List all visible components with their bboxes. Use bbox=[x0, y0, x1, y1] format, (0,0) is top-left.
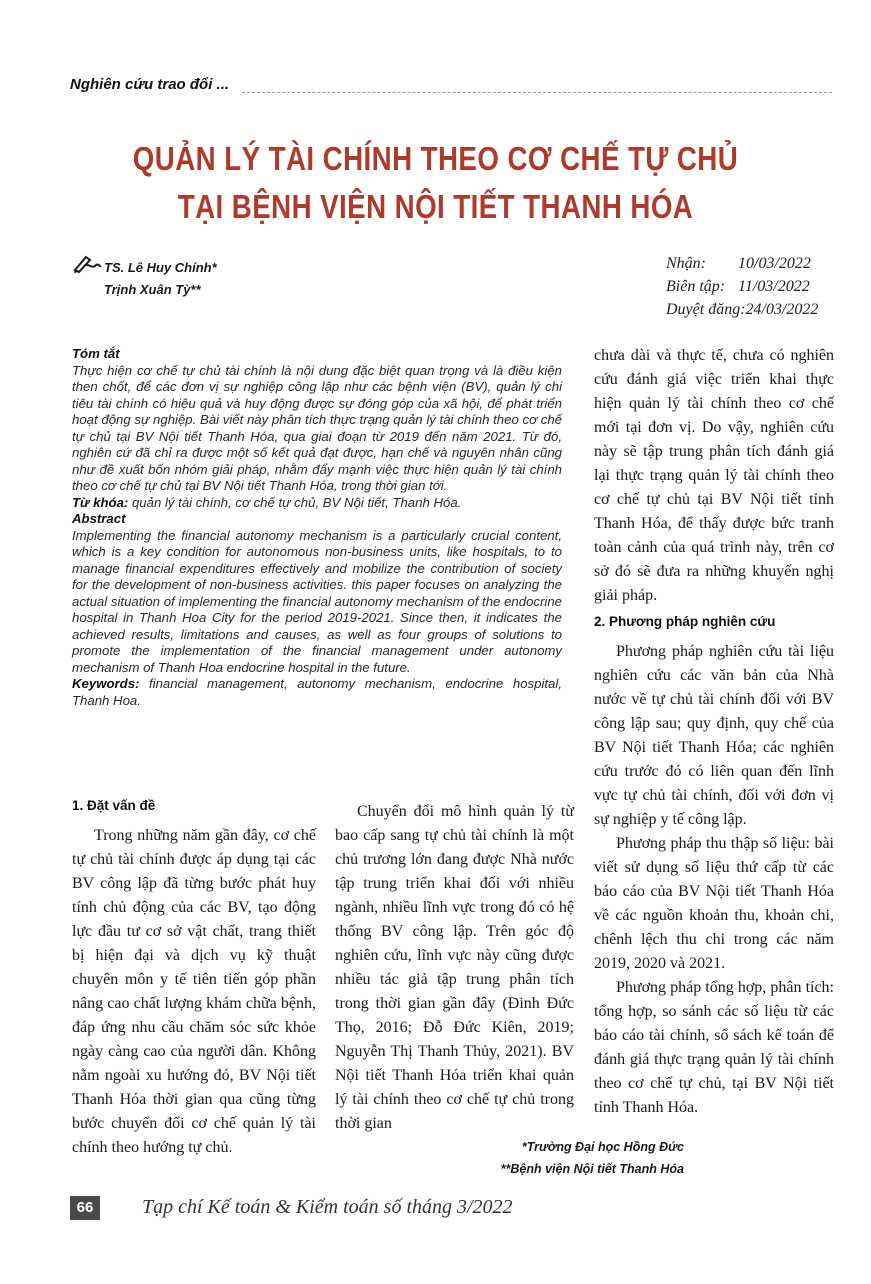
affiliations bbox=[470, 1136, 684, 1180]
abstract-text: Implementing the financial autonomy mechanism is a particularly crucial content, which is a key condition for autonomous non-business units, like hospitals, to to manage financial expenditures effectively and mobilize the contribution of society for the development of non-business activities. this paper focuses on analyzing the actual situation of implementing the financial autonomy mechanism of the endocrine hospital in Thanh Hoa City for the period 2019-2021. Since then, it indicates the achieved results, limitations and causes, as well as four groups of solutions to promote the implementation of the financial management under autonomy mechanism of Thanh Hoa endocrine hospital in the future. bbox=[72, 527, 562, 675]
abstract-heading: Abstract bbox=[72, 511, 126, 526]
section-2-para-3: Phương pháp tổng hợp, phân tích: tổng hợp, so sánh các số liệu từ các báo cáo tài chính, sổ sách kế toán để đánh giá thực trạng quản lý tài chính theo cơ chế tự chủ, tại BV Nội tiết tỉnh Thanh Hóa. bbox=[594, 979, 834, 1116]
section-2-heading: 2. Phương pháp nghiên cứu bbox=[594, 614, 776, 629]
edited-date-row bbox=[666, 275, 818, 298]
section-1-para-1: Trong những năm gần đây, cơ chế tự chủ tài chính được áp dụng tại các BV công lập đã từng bước phát huy tính chủ động của các BV, tạo động lực đầu tư cơ sở vật chất, trang thiết bị hiện đại và dịch vụ kỹ thuật chuyên môn y tế tiên tiến góp phần nâng cao chất lượng khám chữa bệnh, đáp ứng nhu cầu chăm sóc sức khỏe ngày càng cao của người dân. Không nằm ngoài xu hướng đó, BV Nội tiết Thanh Hóa thời gian qua cũng từng bước chuyển đổi cơ chế quản lý tài chính theo hướng tự chủ. bbox=[72, 827, 316, 1156]
page-number: 66 bbox=[70, 1196, 100, 1220]
keywords-label: Keywords: bbox=[72, 676, 140, 691]
section-1-para-2: Chuyển đổi mô hình quản lý từ bao cấp sang tự chủ tài chính là một chủ trương lớn đang được Nhà nước tập trung triển khai đối với nhiều ngành, nhiều lĩnh vực trong đó có hệ thống BV công lập. Trên góc độ nghiên cứu, lĩnh vực này cũng được nhiều tác giả tập trung phân tích trong thời gian gần đây (Đinh Đức Thọ, 2016; Đỗ Đức Kiên, 2019; Nguyễn Thị Thanh Thủy, 2021). BV Nội tiết Thanh Hóa triển khai quản lý tài chính theo cơ chế tự chủ trong thời gian bbox=[335, 803, 574, 1132]
tukhoa-text: quản lý tài chính, cơ chế tự chủ, BV Nội tiết, Thanh Hóa. bbox=[128, 494, 462, 510]
body-column-2 bbox=[335, 800, 574, 1136]
received-date-row bbox=[666, 252, 818, 275]
section-2-para-1: Phương pháp nghiên cứu tài liệu nghiên cứu các văn bản của Nhà nước về tự chủ tài chính đối với BV công lập sau; quy định, quy chế của BV Nội tiết Thanh Hóa; các nghiên cứu trước đó có liên quan đến lĩnh vực tự chủ tài chính, đối với đơn vị sự nghiệp y tế công lập. bbox=[594, 643, 834, 828]
approved-date-row bbox=[666, 298, 818, 321]
pen-writing-icon bbox=[72, 252, 102, 274]
approved-text: Duyệt đăng:24/03/2022 bbox=[666, 301, 819, 318]
journal-name: Tạp chí Kế toán & Kiểm toán số tháng 3/2022 bbox=[142, 1196, 513, 1218]
tomtat-heading: Tóm tắt bbox=[72, 346, 120, 361]
tomtat-text: Thực hiện cơ chế tự chủ tài chính là nội dung đặc biệt quan trọng và là điều kiện then chốt, để các đơn vị sự nghiệp công lập như các bệnh viện (BV), quản lý chi tiêu tài chính có hiệu quả và huy động được sự đóng góp của xã hội, để phát triển hoạt động sự nghiệp. Bài viết này phân tích thực trạng quản lý tài chính theo cơ chế tự chủ tại BV Nội tiết Thanh Hóa, qua giai đoạn từ 2019 đến năm 2021. Từ đó, nghiên cứ đã chỉ ra được một số kết quả đạt được, hạn chế và nguyên nhân cũng như đề xuất bốn nhóm giải pháp, nhằm đẩy mạnh việc thực hiện quản lý tài chính theo cơ chế tự chủ tại BV Nội tiết Thanh Hóa, trong thời gian tới. bbox=[72, 362, 562, 493]
tukhoa-line bbox=[72, 495, 562, 512]
body-column-1 bbox=[72, 824, 316, 1160]
affiliation-2: **Bệnh viện Nội tiết Thanh Hóa bbox=[500, 1162, 684, 1176]
section-tag: Nghiên cứu trao đổi ... bbox=[70, 76, 230, 93]
body-column-3-top bbox=[594, 344, 834, 608]
section-1-para-2-cont: chưa dài và thực tế, chưa có nghiên cứu đánh giá việc triển khai thực hiện quản lý tài chính theo cơ chế mới tại đơn vị. Do vậy, nghiên cứu này sẽ tập trung phân tích đánh giá lại thực trạng quản lý tài chính theo cơ chế tự chủ tại BV Nội tiết tỉnh Thanh Hóa, để thấy được bức tranh toàn cảnh của quá trình này, trên cơ sở đó sẽ đưa ra những khuyến nghị giải pháp. bbox=[594, 347, 834, 604]
edited-label: Biên tập: bbox=[666, 278, 726, 295]
received-label: Nhận: bbox=[666, 255, 706, 272]
tukhoa-label: Từ khóa: bbox=[72, 494, 129, 510]
section-2-para-2: Phương pháp thu thập số liệu: bài viết sử dụng số liệu thứ cấp từ các báo cáo của BV Nội tiết Thanh Hóa về các nguồn khoản thu, khoản chi, chênh lệch thu chi trong các năm 2019, 2020 và 2021. bbox=[594, 835, 834, 972]
section-1-heading: 1. Đặt vấn đề bbox=[72, 798, 156, 813]
keywords-text: financial management, autonomy mechanism, endocrine hospital, Thanh Hoa. bbox=[72, 676, 562, 708]
author-1: TS. Lê Huy Chính* bbox=[104, 260, 217, 275]
header-rule bbox=[242, 92, 832, 93]
received-value: 10/03/2022 bbox=[738, 255, 811, 272]
affiliation-1: *Trường Đại học Hồng Đức bbox=[521, 1140, 684, 1154]
body-column-3-bottom bbox=[594, 640, 834, 1120]
keywords-line bbox=[72, 676, 562, 709]
edited-value: 11/03/2022 bbox=[738, 278, 810, 295]
publication-dates bbox=[666, 252, 818, 321]
article-title-line-1: QUẢN LÝ TÀI CHÍNH THEO CƠ CHẾ TỰ CHỦ bbox=[132, 140, 739, 177]
abstract-block bbox=[72, 346, 562, 709]
article-title-line-2: TẠI BỆNH VIỆN NỘI TIẾT THANH HÓA bbox=[177, 188, 694, 225]
author-2: Trịnh Xuân Tỳ** bbox=[104, 282, 201, 297]
